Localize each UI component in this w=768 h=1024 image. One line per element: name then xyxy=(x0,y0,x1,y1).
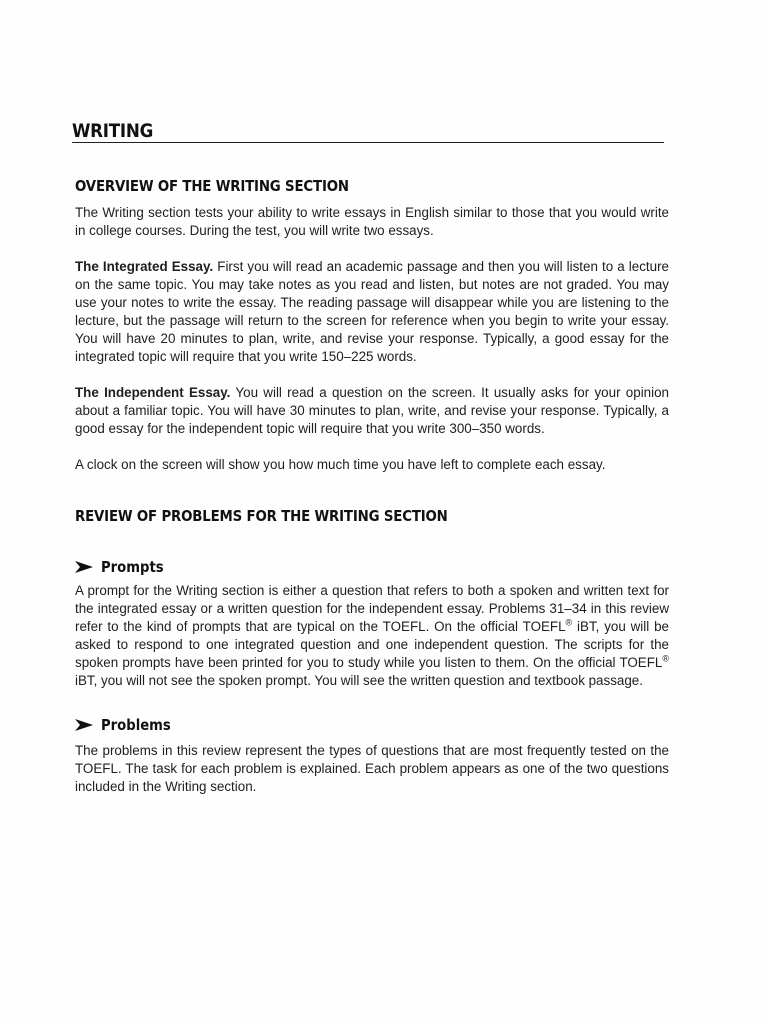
registered-mark: ® xyxy=(565,617,573,628)
chapter-header xyxy=(72,120,664,143)
independent-essay-paragraph xyxy=(75,384,669,438)
clock-note-paragraph: A clock on the screen will show you how much time you have left to complete each essay. xyxy=(75,457,606,472)
prompts-title: Prompts xyxy=(101,558,164,576)
independent-essay-label: The Independent Essay. xyxy=(75,385,231,400)
chapter-title: WRITING xyxy=(72,120,154,142)
prompts-subheading xyxy=(75,556,669,578)
problems-subheading xyxy=(75,714,669,736)
arrowhead-icon xyxy=(75,561,93,573)
arrowhead-icon xyxy=(75,719,93,731)
review-heading: REVIEW OF PROBLEMS FOR THE WRITING SECTION xyxy=(75,507,448,525)
page-content xyxy=(75,176,669,796)
integrated-essay-paragraph xyxy=(75,258,669,366)
independent-essay-text: You will read a question on the screen. It usually asks for your opinion about a familiar topic. You will have 30 minutes to plan, write, and revise your response. Typically, a good essay for the independent topic will require that you write 300–350 words. xyxy=(75,385,669,436)
prompts-paragraph xyxy=(75,582,669,690)
overview-heading: OVERVIEW OF THE WRITING SECTION xyxy=(75,177,349,195)
integrated-essay-text: First you will read an academic passage and then you will listen to a lecture on the same topic. You may take notes as you read and listen, but notes are not graded. You may use your notes to write the essay. The reading passage will disappear while you are listening to the lecture, but the passage will return to the screen for reference when you begin to write your essay. You will have 20 minutes to plan, write, and revise your response. Typically, a good essay for the integrated topic will require that you write 150–225 words. xyxy=(75,259,669,364)
problems-paragraph: The problems in this review represent the types of questions that are most frequently tested on the TOEFL. The task for each problem is explained. Each problem appears as one of the two questions included in the Writing section. xyxy=(75,743,669,794)
prompts-text-part-1: A prompt for the Writing section is either a question that refers to both a spoken and written text for the integrated essay or a written question for the independent essay. Problems 31–34 in this review refer to the kind of prompts that are typical on the TOEFL. On the official TOEFL xyxy=(75,583,669,634)
overview-intro-paragraph: The Writing section tests your ability to write essays in English similar to those that you would write in college courses. During the test, you will write two essays. xyxy=(75,205,669,238)
integrated-essay-label: The Integrated Essay. xyxy=(75,259,214,274)
prompts-text-part-3: iBT, you will not see the spoken prompt. You will see the written question and textbook passage. xyxy=(75,673,643,688)
registered-mark: ® xyxy=(662,653,669,664)
prompts-text-part-2: iBT, you will be asked to respond to one integrated question and one independent question. The scripts for the spoken prompts have been printed for you to study while you listen to them. On the official TOEFL xyxy=(75,619,669,670)
problems-title: Problems xyxy=(101,716,171,734)
